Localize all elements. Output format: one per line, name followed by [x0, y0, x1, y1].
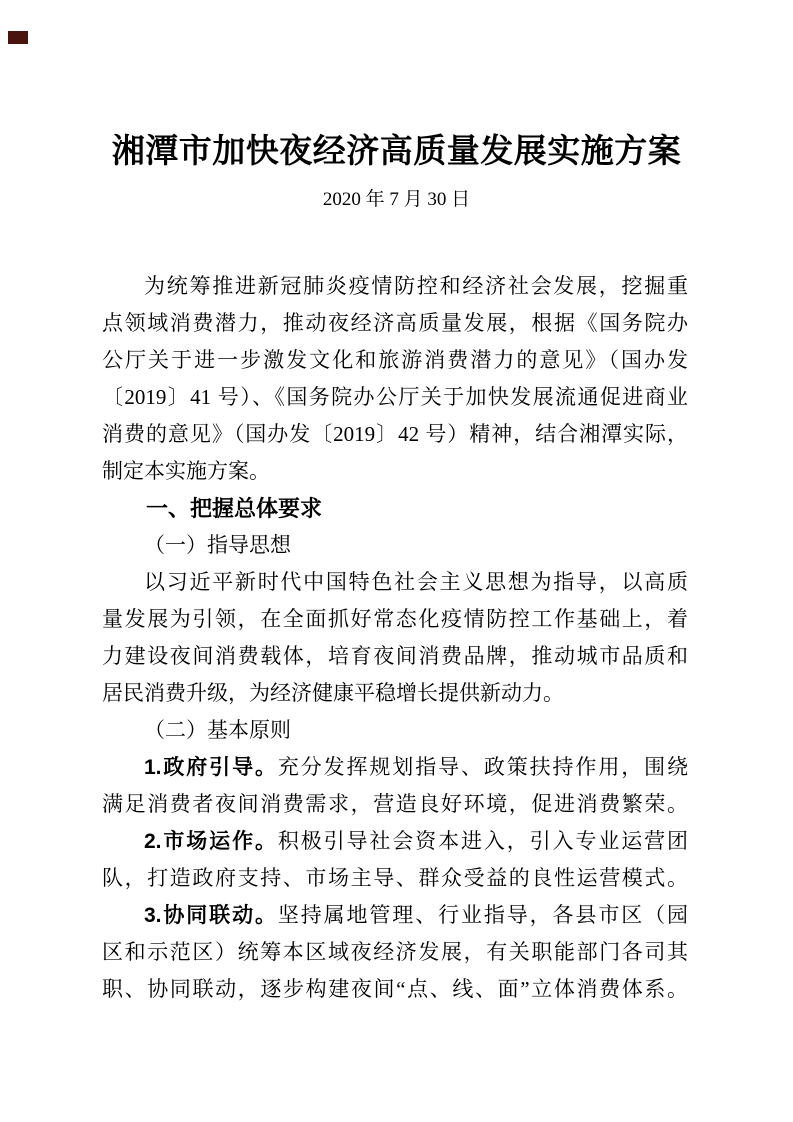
line-text: 坚持属地管理、行业指导，各县市区（园 — [277, 903, 688, 927]
text-line — [102, 897, 688, 934]
document-date: 2020 年 7 月 30 日 — [322, 189, 471, 210]
line-text: 居民消费升级，为经济健康平稳增长提供新动力。 — [102, 681, 564, 705]
text-line — [102, 416, 688, 453]
bold-lead-label: 2.市场运作。 — [144, 830, 278, 853]
line-text: 量发展为引领，在全面抓好常态化疫情防控工作基础上，着 — [102, 607, 688, 631]
line-text: 公厅关于进一步激发文化和旅游消费潜力的意见》（国办发 — [102, 348, 688, 372]
line-text: 满足消费者夜间消费需求，营造良好环境，促进消费繁荣。 — [102, 792, 688, 816]
paragraph-preamble — [102, 268, 688, 490]
paragraph-principle-coordination — [102, 897, 688, 1008]
line-text: 职、协同联动，逐步构建夜间“点、线、面”立体消费体系。 — [102, 977, 688, 1001]
paragraph-guiding-thought — [102, 564, 688, 712]
line-text: 区和示范区）统筹本区域夜经济发展，有关职能部门各司其 — [102, 940, 688, 964]
line-text: 积极引导社会资本进入，引入专业运营团 — [277, 829, 688, 853]
text-line — [102, 601, 688, 638]
line-text: 〔2019〕41 号）、《国务院办公厅关于加快发展流通促进商业 — [102, 385, 688, 409]
heading-basic-principles: （二）基本原则 — [144, 718, 291, 742]
paragraph-principle-market — [102, 823, 688, 897]
text-line — [102, 749, 688, 786]
text-line — [102, 823, 688, 860]
paragraph-principle-government — [102, 749, 688, 823]
heading-guiding-thought: （一）指导思想 — [144, 533, 291, 557]
bold-lead-label: 1.政府引导。 — [144, 756, 278, 779]
line-text: 队，打造政府支持、市场主导、群众受益的良性运营模式。 — [102, 866, 688, 890]
text-line — [102, 305, 688, 342]
line-text: 点领域消费潜力，推动夜经济高质量发展，根据《国务院办 — [102, 311, 688, 335]
text-line — [102, 786, 688, 823]
text-line — [102, 638, 688, 675]
text-line — [102, 860, 688, 897]
text-line — [102, 379, 688, 416]
line-text: 充分发挥规划指导、政策扶持作用，围绕 — [277, 755, 688, 779]
text-line — [102, 934, 688, 971]
line-text: 力建设夜间消费载体，培育夜间消费品牌，推动城市品质和 — [102, 644, 688, 668]
corner-mark — [8, 31, 28, 44]
text-line — [102, 453, 688, 490]
bold-lead-label: 3.协同联动。 — [144, 904, 278, 927]
line-text: 以习近平新时代中国特色社会主义思想为指导，以高质 — [144, 570, 688, 594]
text-line — [102, 342, 688, 379]
text-line — [102, 675, 688, 712]
text-line — [102, 564, 688, 601]
line-text: 消费的意见》（国办发〔2019〕42 号）精神，结合湘潭实际， — [102, 422, 688, 446]
heading-overall-requirements: 一、把握总体要求 — [146, 496, 323, 521]
text-line — [102, 971, 688, 1008]
document-title: 湘潭市加快夜经济高质量发展实施方案 — [111, 134, 682, 170]
text-line — [102, 268, 688, 305]
line-text: 为统筹推进新冠肺炎疫情防控和经济社会发展，挖掘重 — [144, 274, 688, 298]
line-text: 制定本实施方案。 — [102, 459, 270, 483]
document-body — [102, 268, 688, 1008]
